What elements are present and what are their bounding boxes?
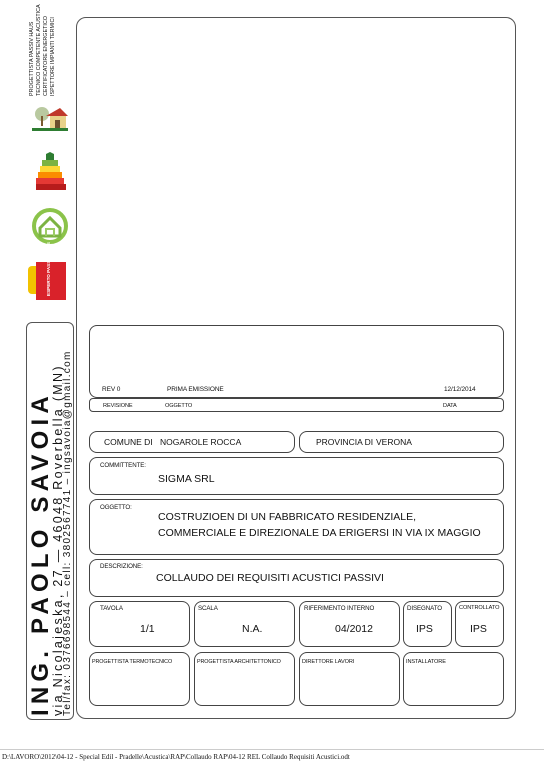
badge-text: ESPERTO PASSIV HAUS <box>46 242 51 296</box>
tavola-value: 1/1 <box>140 623 155 635</box>
oggetto-label: OGGETTO: <box>100 504 132 511</box>
profile-line-2: TECNICO COMPETENTE ACUSTICA <box>36 4 42 96</box>
comune-value: NOGAROLE ROCCA <box>160 437 242 447</box>
committente-value: SIGMA SRL <box>158 473 215 485</box>
oggetto-line-1: COSTRUZIOEN DI UN FABBRICATO RESIDENZIALE, <box>158 511 417 523</box>
header-revisione: REVISIONE <box>103 403 133 409</box>
provincia-value: VERONA <box>376 437 412 447</box>
footer-file-path: D:\LAVORO\2012\04-12 - Special Edil - Pradelle\Acustica\RAP\Collaudo RAP\04-12 REL Collaudo Requisiti Acustici.odt <box>2 753 350 761</box>
house-tree-logo <box>28 102 70 136</box>
comune-label: COMUNE DI <box>104 437 153 447</box>
committente-box <box>89 457 504 495</box>
engineer-contacts: Tel/fax: 0376698544 – cell: 3802567741 – ingsavoia@gmail.com <box>62 350 73 716</box>
profile-line-1: PROGETTISTA PASSIV HAUS <box>29 21 35 96</box>
green-house-logo <box>30 206 70 246</box>
engineer-address: via Nicolajeska, 27 — 46048 Roverbella (MN) <box>51 364 65 716</box>
passiv-haus-badge <box>28 242 68 302</box>
revision-date: 12/12/2014 <box>444 386 476 393</box>
profile-line-3: CERTIFICATORE ENERGETICO <box>43 16 49 96</box>
descrizione-value: COLLAUDO DEI REQUISITI ACUSTICI PASSIVI <box>156 572 384 584</box>
scala-value: N.A. <box>242 623 263 635</box>
revision-rev: REV 0 <box>102 386 121 393</box>
controllato-value: IPS <box>470 623 487 635</box>
header-data: DATA <box>443 403 457 409</box>
scala-label: SCALA <box>198 605 218 612</box>
revision-header-box <box>89 398 504 412</box>
provincia-label: PROVINCIA DI <box>316 437 374 447</box>
committente-label: COMMITTENTE: <box>100 462 146 469</box>
direttore-label: DIRETTORE LAVORI <box>302 659 355 665</box>
riferimento-value: 04/2012 <box>335 623 373 635</box>
riferimento-label: RIFERIMENTO INTERNO <box>304 605 375 612</box>
engineer-name: ING. PAOLO SAVOIA <box>27 391 54 716</box>
energy-class-logo <box>36 152 66 192</box>
controllato-label: CONTROLLATO <box>459 605 500 611</box>
architettonico-label: PROGETTISTA ARCHITETTONICO <box>197 659 281 665</box>
installatore-label: INSTALLATORE <box>406 659 446 665</box>
tavola-label: TAVOLA <box>100 605 123 612</box>
oggetto-line-2: COMMERCIALE E DIREZIONALE DA ERIGERSI IN VIA IX MAGGIO <box>158 527 481 539</box>
descrizione-label: DESCRIZIONE: <box>100 563 143 570</box>
revision-box <box>89 325 504 398</box>
disegnato-value: IPS <box>416 623 433 635</box>
badge-red-panel <box>36 262 66 300</box>
footer-divider <box>0 749 544 750</box>
disegnato-label: DISEGNATO <box>407 605 442 612</box>
header-oggetto: OGGETTO <box>165 403 193 409</box>
termotecnico-label: PROGETTISTA TERMOTECNICO <box>92 659 173 665</box>
revision-description: PRIMA EMISSIONE <box>167 386 224 393</box>
profile-line-4: ISPETTORE IMPIANTI TERMICI <box>50 17 56 96</box>
